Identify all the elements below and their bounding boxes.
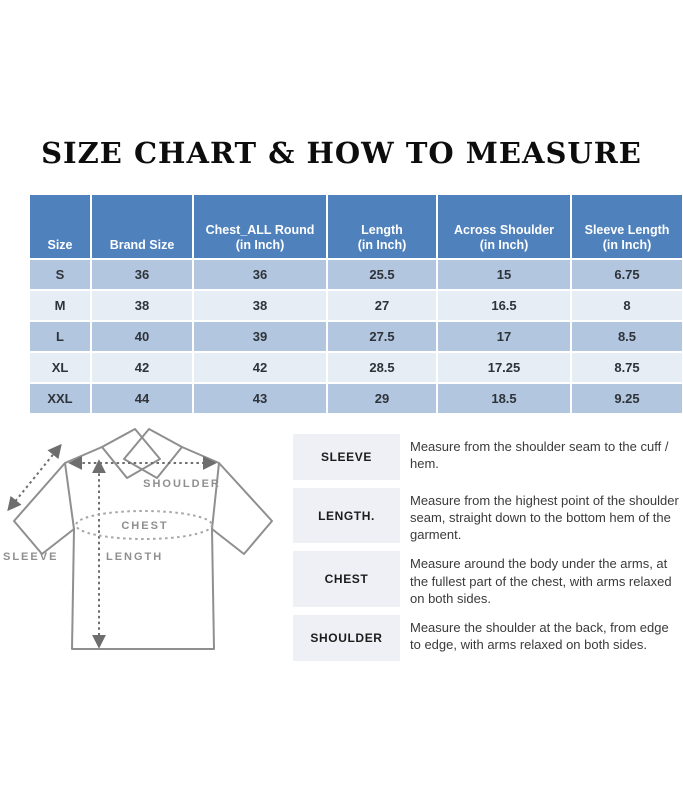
description-length: Measure from the highest point of the shoulder seam, straight down to the bottom hem of the garment.	[410, 493, 679, 543]
cell-brand-size: 40	[92, 322, 192, 351]
collar-left-flap	[102, 429, 160, 478]
cell-brand-size: 42	[92, 353, 192, 382]
sleeve-label: SLEEVE	[3, 551, 59, 563]
shoulder-label: SHOULDER	[143, 478, 221, 490]
cell-across-shoulder: 16.5	[438, 291, 570, 320]
cell-size: M	[30, 291, 90, 320]
description-sleeve: Measure from the shoulder seam to the cuff / hem.	[410, 439, 669, 472]
cell-brand-size: 36	[92, 260, 192, 289]
column-header-sleeve-length	[572, 195, 682, 258]
term-chest: CHEST	[293, 551, 400, 606]
column-sublabel: (in Inch)	[602, 238, 652, 253]
cell-sleeve-length: 6.75	[572, 260, 682, 289]
column-header-size	[30, 195, 90, 258]
chest-label: CHEST	[121, 520, 169, 532]
table-row-xl	[30, 353, 682, 382]
table-row-xxl	[30, 384, 682, 413]
term-shoulder: SHOULDER	[293, 615, 400, 661]
cell-chest: 43	[194, 384, 326, 413]
cell-sleeve-length: 8.75	[572, 353, 682, 382]
cell-brand-size: 38	[92, 291, 192, 320]
cell-length: 27	[328, 291, 436, 320]
cell-across-shoulder: 17	[438, 322, 570, 351]
term-sleeve: SLEEVE	[293, 434, 400, 480]
cell-sleeve-length: 8	[572, 291, 682, 320]
length-label: LENGTH	[106, 551, 164, 563]
size-table-header	[30, 195, 682, 258]
cell-length: 28.5	[328, 353, 436, 382]
cell-length: 25.5	[328, 260, 436, 289]
table-row-m	[30, 291, 682, 320]
term-length: LENGTH.	[293, 488, 400, 543]
cell-size: XL	[30, 353, 90, 382]
column-header-brand-size	[92, 195, 192, 258]
column-sublabel: (in Inch)	[235, 238, 285, 253]
column-sublabel: (in Inch)	[357, 238, 407, 253]
size-chart-table	[28, 193, 683, 415]
collar-right-flap	[124, 429, 182, 478]
shirt-diagram	[2, 420, 302, 665]
cell-size: L	[30, 322, 90, 351]
column-header-chest	[194, 195, 326, 258]
cell-sleeve-length: 8.5	[572, 322, 682, 351]
cell-length: 27.5	[328, 322, 436, 351]
column-label: Sleeve Length	[584, 222, 670, 237]
cell-chest: 36	[194, 260, 326, 289]
cell-across-shoulder: 15	[438, 260, 570, 289]
page-title: SIZE CHART & HOW TO MEASURE	[41, 136, 642, 170]
column-header-across-shoulder	[438, 195, 570, 258]
cell-chest: 42	[194, 353, 326, 382]
column-label: Length	[361, 222, 403, 237]
size-table-body	[30, 260, 682, 413]
column-label: Brand Size	[109, 238, 175, 253]
cell-size: S	[30, 260, 90, 289]
column-label: Chest_ALL Round	[205, 222, 315, 237]
cell-chest: 39	[194, 322, 326, 351]
cell-size: XXL	[30, 384, 90, 413]
cell-sleeve-length: 9.25	[572, 384, 682, 413]
cell-brand-size: 44	[92, 384, 192, 413]
column-label: Size	[47, 238, 73, 253]
column-label: Across Shoulder	[453, 222, 555, 237]
cell-length: 29	[328, 384, 436, 413]
cell-across-shoulder: 17.25	[438, 353, 570, 382]
shirt-diagram-svg	[2, 420, 302, 665]
table-row-s	[30, 260, 682, 289]
description-shoulder: Measure the shoulder at the back, from edge to edge, with arms relaxed on both sides.	[410, 619, 669, 653]
cell-chest: 38	[194, 291, 326, 320]
table-row-l	[30, 322, 682, 351]
how-to-measure-table	[293, 434, 682, 661]
column-sublabel: (in Inch)	[479, 238, 529, 253]
column-header-length	[328, 195, 436, 258]
cell-across-shoulder: 18.5	[438, 384, 570, 413]
description-chest: Measure around the body under the arms, at the fullest part of the chest, with arms relaxed on both sides.	[410, 556, 672, 606]
